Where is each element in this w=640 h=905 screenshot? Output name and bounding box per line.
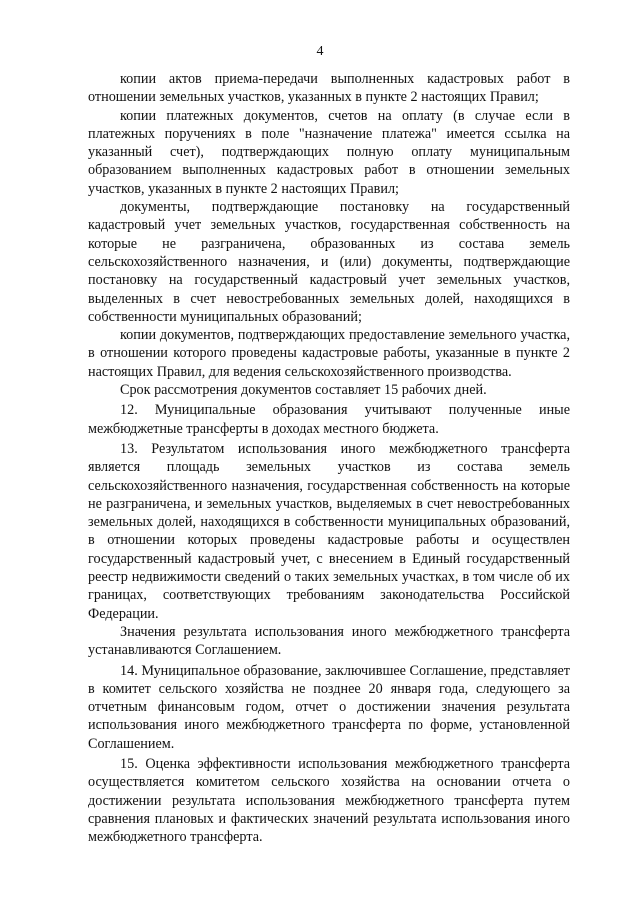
paragraph-acts-copies: копии актов приема-передачи выполненных кадастровых работ в отношении земельных участков, указанных в пункте 2 настоящих Правил; (88, 71, 570, 106)
paragraph-item-15: 15. Оценка эффективности использования межбюджетного трансферта осуществляется комитетом сельского хозяйства на основании отчета о достижении результата использования межбюджетного трансферта путем сравнения плановых и фактических значений результата использования иного межбюджетного трансферта. (88, 755, 570, 846)
paragraph-item-12: 12. Муниципальные образования учитывают полученные иные межбюджетные трансферты в доходах местного бюджета. (88, 402, 570, 437)
paragraph-item-13: 13. Результатом использования иного межбюджетного трансферта является площадь земельных участков из состава земель сельскохозяйственного назначения, государственная собственность на которые не разграничена, и земельных участков, выделяемых в счет невостребованных земельных долей, находящихся в собственности муниципальных образований, в отношении которых проведены кадастровые работы и осуществлен государственный кадастровый учет, с внесением в Единый государственный реестр недвижимости сведений о таких земельных участках, в том числе об их границах, соответствующих требованиям законодательства Российской Федерации. (88, 440, 570, 622)
paragraph-payment-documents: копии платежных документов, счетов на оплату (в случае если в платежных поручениях в поле "назначение платежа" имеется ссылка на указанный счет), подтверждающих полную оплату муниципальным образованием выполненных кадастровых работ в отношении земельных участков, указанных в пункте 2 настоящих Правил; (88, 107, 570, 197)
paragraph-cadastral-registration: документы, подтверждающие постановку на государственный кадастровый учет земельных участков, государственная собственность на которые не разграничена, образованных из состава земель сельскохозяйственного назначения, и (или) документы, подтверждающие постановку на государственный кадастровый учет земельных участков, выделенных в счет невостребованных земельных долей, находящихся в собственности муниципальных образований; (88, 199, 570, 325)
paragraph-review-period: Срок рассмотрения документов составляет 15 рабочих дней. (120, 382, 487, 399)
paragraph-land-provision: копии документов, подтверждающих предоставление земельного участка, в отношении которого проведены кадастровые работы, указанные в пункте 2 настоящих Правил, для ведения сельскохозяйственного производства. (88, 327, 570, 380)
paragraph-item-14: 14. Муниципальное образование, заключившее Соглашение, представляет в комитет сельского хозяйства не позднее 20 января года, следующего за отчетным финансовым годом, отчет о достижении значения результата использования иного межбюджетного трансферта по форме, установленной Соглашением. (88, 662, 570, 752)
page-number: 4 (316, 44, 324, 59)
document-body (88, 70, 570, 846)
paragraph-result-values: Значения результата использования иного межбюджетного трансферта устанавливаются Соглашением. (88, 623, 570, 659)
